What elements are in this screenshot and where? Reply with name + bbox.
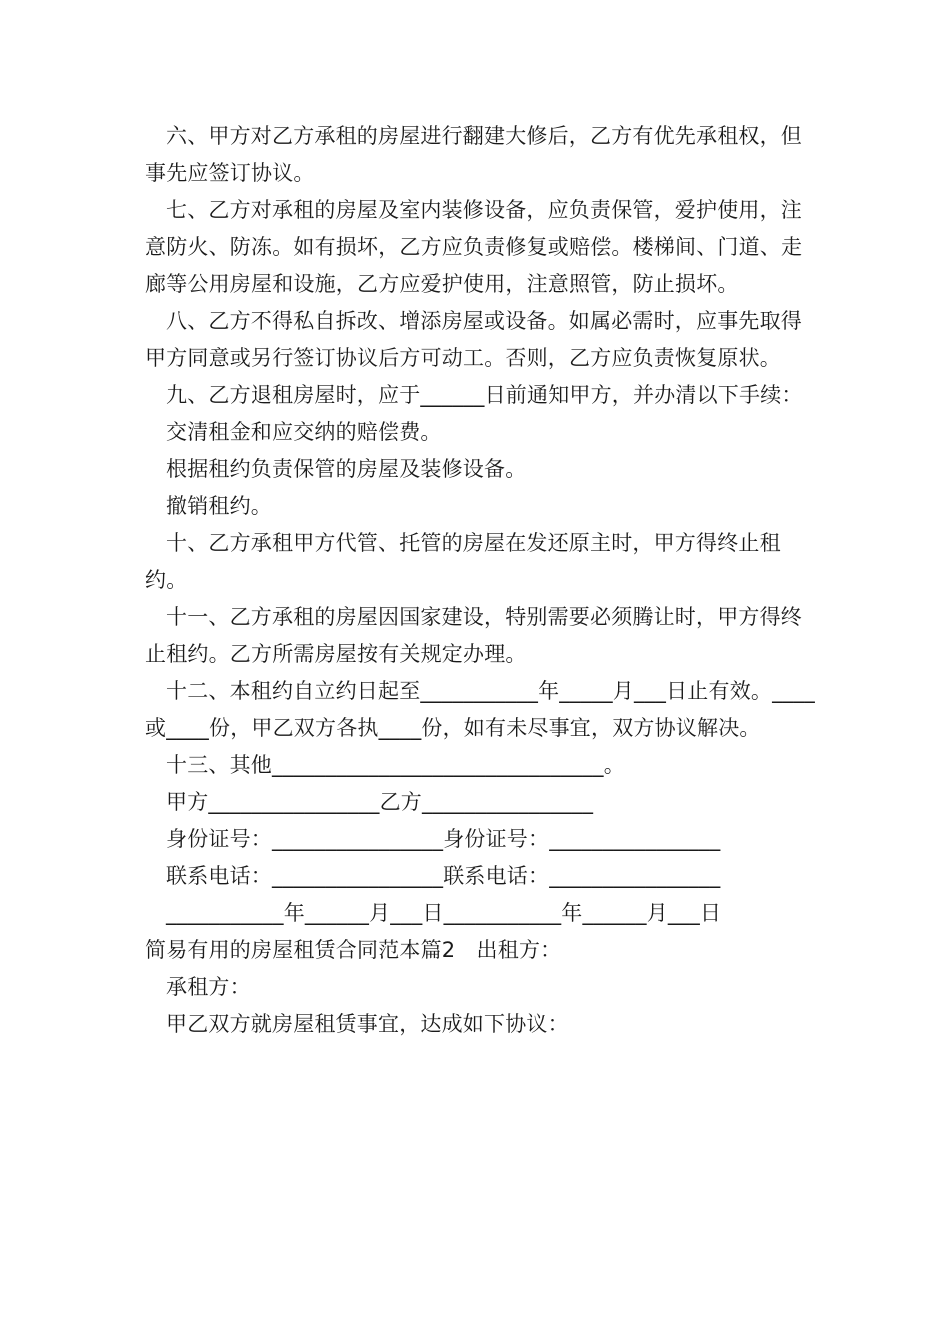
clause-13: 十三、其他_______________________________。: [166, 753, 625, 777]
signature-id-numbers: 身份证号：________________身份证号：________________: [166, 827, 721, 851]
signature-parties: 甲方________________乙方________________: [166, 790, 594, 814]
agreement-intro: 甲乙双方就房屋租赁事宜，达成如下协议：: [166, 1012, 569, 1036]
clause-6: 六、甲方对乙方承租的房屋进行翻建大修后，乙方有优先承租权，但事先应签订协议。: [145, 124, 802, 185]
clause-11: 十一、乙方承租的房屋因国家建设，特别需要必须腾让时，甲方得终止租约。乙方所需房屋按有关规定办理。: [145, 605, 802, 666]
clause-9-item-2: 根据租约负责保管的房屋及装修设备。: [166, 457, 527, 481]
clause-9-item-3: 撤销租约。: [166, 494, 272, 518]
section-heading-2: 简易有用的房屋租赁合同范本篇2 出租方：: [145, 938, 562, 962]
clause-9: 九、乙方退租房屋时，应于______日前通知甲方，并办清以下手续：: [166, 383, 803, 407]
lessee-line: 承租方：: [166, 975, 251, 999]
signature-dates: ___________年______月___日___________年______月___日: [166, 901, 722, 925]
clause-9-item-1: 交清租金和应交纳的赔偿费。: [166, 420, 442, 444]
clause-8: 八、乙方不得私自拆改、增添房屋或设备。如属必需时，应事先取得甲方同意或另行签订协议后方可动工。否则，乙方应负责恢复原状。: [145, 309, 802, 370]
clause-12: 十二、本租约自立约日起至___________年_____月___日止有效。____或____份，甲乙双方各执____份，如有未尽事宜，双方协议解决。: [145, 679, 815, 740]
clause-10: 十、乙方承租甲方代管、托管的房屋在发还原主时，甲方得终止租约。: [145, 531, 781, 592]
signature-phones: 联系电话：________________联系电话：________________: [166, 864, 721, 888]
clause-7: 七、乙方对承租的房屋及室内装修设备，应负责保管，爱护使用，注意防火、防冻。如有损坏，乙方应负责修复或赔偿。楼梯间、门道、走廊等公用房屋和设施，乙方应爱护使用，注意照管，防止损坏。: [145, 198, 803, 296]
document-body: [145, 118, 815, 1043]
